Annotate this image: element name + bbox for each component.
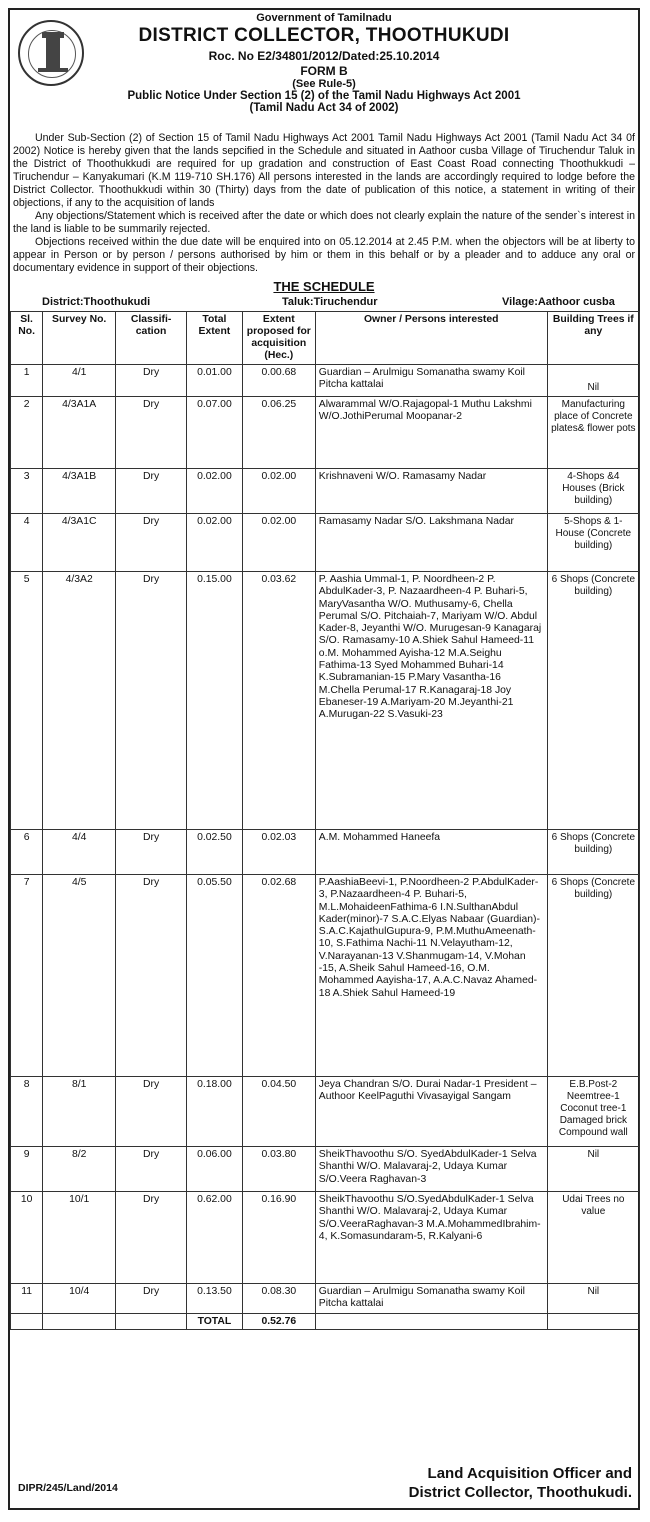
signatory-line-1: Land Acquisition Officer and (427, 1465, 632, 1482)
extent-proposed-cell: 0.02.68 (242, 875, 315, 1077)
sl-cell: 10 (11, 1192, 43, 1284)
owner-cell: Guardian – Arulmigu Somanatha swamy Koil Pitcha kattalai (315, 1284, 547, 1314)
total-extent-cell: 0.18.00 (187, 1077, 243, 1147)
building-cell: E.B.Post-2 Neemtree-1 Coconut tree-1 Damaged brick Compound wall (547, 1077, 639, 1147)
notice-page (8, 8, 640, 1510)
extent-proposed-cell: 0.06.25 (242, 397, 315, 469)
signatory-line-2: District Collector, Thoothukudi. (408, 1484, 632, 1501)
tamilnadu-emblem-icon (18, 20, 84, 86)
building-cell: Nil (547, 365, 639, 397)
classification-cell: Dry (116, 830, 187, 875)
schedule-table (10, 311, 640, 1330)
survey-cell: 4/5 (43, 875, 116, 1077)
classification-cell: Dry (116, 1284, 187, 1314)
schedule-rows (11, 365, 640, 1314)
extent-proposed-cell: 0.00.68 (242, 365, 315, 397)
header-sl: Sl. No. (11, 312, 43, 365)
survey-cell: 4/1 (43, 365, 116, 397)
survey-cell: 10/1 (43, 1192, 116, 1284)
notice-title: Public Notice Under Section 15 (2) of the Tamil Nadu Highways Act 2001 (127, 90, 521, 102)
form-label: FORM B (300, 64, 348, 78)
collector-title: DISTRICT COLLECTOR, THOOTHUKUDI (138, 25, 510, 46)
building-cell: 6 Shops (Concrete building) (547, 572, 639, 830)
notice-paragraph-2: Any objections/Statement which is received after the date or which does not clearly explain the nature of the sender`s interest in the land is liable to be summarily rejected. (13, 210, 635, 235)
total-extent-cell: 0.02.00 (187, 469, 243, 514)
government-title: Government of Tamilnadu (256, 12, 392, 24)
total-label: TOTAL (187, 1313, 243, 1329)
classification-cell: Dry (116, 875, 187, 1077)
owner-cell: SheikThavoothu S/O.SyedAbdulKader-1 Selva Shanthi W/O. Malavaraj-2, Udaya Kumar S/O.VeeraRaghavan-3 M.A.MohammedIbrahim-4, K.Somasundaram-5, R.Kalyani-6 (315, 1192, 547, 1284)
table-row (11, 572, 640, 830)
signature-block (409, 1464, 632, 1502)
building-cell: 6 Shops (Concrete building) (547, 875, 639, 1077)
table-row (11, 1284, 640, 1314)
table-row (11, 1192, 640, 1284)
extent-proposed-cell: 0.04.50 (242, 1077, 315, 1147)
building-cell: 6 Shops (Concrete building) (547, 830, 639, 875)
notice-body (10, 132, 638, 275)
extent-proposed-cell: 0.02.00 (242, 514, 315, 572)
classification-cell: Dry (116, 365, 187, 397)
owner-cell: Ramasamy Nadar S/O. Lakshmana Nadar (315, 514, 547, 572)
dipr-reference: DIPR/245/Land/2014 (18, 1482, 118, 1494)
total-extent-cell: 0.01.00 (187, 365, 243, 397)
extent-proposed-cell: 0.02.00 (242, 469, 315, 514)
header-extent-proposed: Extent proposed for acquisition (Hec.) (242, 312, 315, 365)
total-extent-cell: 0.06.00 (187, 1147, 243, 1192)
schedule-title: THE SCHEDULE (273, 279, 375, 294)
table-row (11, 830, 640, 875)
taluk-label: Taluk:Tiruchendur (282, 296, 378, 308)
header-classification: Classifi- cation (116, 312, 187, 365)
notice-header (10, 10, 638, 132)
table-row (11, 1077, 640, 1147)
sl-cell: 2 (11, 397, 43, 469)
total-extent-cell: 0.02.50 (187, 830, 243, 875)
sl-cell: 11 (11, 1284, 43, 1314)
reference-number: Roc. No E2/34801/2012/Dated:25.10.2014 (208, 49, 440, 63)
table-row (11, 875, 640, 1077)
classification-cell: Dry (116, 514, 187, 572)
survey-cell: 4/3A2 (43, 572, 116, 830)
building-cell: 4-Shops &4 Houses (Brick building) (547, 469, 639, 514)
total-extent-cell: 0.13.50 (187, 1284, 243, 1314)
owner-cell: A.M. Mohammed Haneefa (315, 830, 547, 875)
sl-cell: 7 (11, 875, 43, 1077)
header-owner: Owner / Persons interested (315, 312, 547, 365)
classification-cell: Dry (116, 397, 187, 469)
table-row (11, 365, 640, 397)
building-cell: Udai Trees no value (547, 1192, 639, 1284)
table-row (11, 1147, 640, 1192)
notice-footer (10, 1450, 638, 1508)
owner-cell: Jeya Chandran S/O. Durai Nadar-1 President – Authoor KeelPaguthi Vivasayigal Sangam (315, 1077, 547, 1147)
header-survey: Survey No. (43, 312, 116, 365)
header-total-extent: Total Extent (187, 312, 243, 365)
owner-cell: P. Aashia Ummal-1, P. Noordheen-2 P. AbdulKader-3, P. Nazaardheen-4 P. Buhari-5, MaryVasantha W/O. Muthusamy-6, Chella Perumal S/O. Pitchaiah-7, Mariyam W/O. Abdul Kader-8, Jeyanthi W/O. Murugesan-9 Kanagaraj S/O. Ramasamy-10 A.Shiek Sahul Hameed-11 o.M. Mohammed Ayisha-12 M.A.Seighu Fathima-13 Syed Mohammed Buhari-14 K.Subramanian-15 P.Mary Vasantha-16 M.Chella Perumal-17 R.Kanagaraj-18 Joy Ebaneser-19 A.Mariyam-20 M.Jeyanthi-21 A.Murugan-22 S.Vasuki-23 (315, 572, 547, 830)
total-extent-cell: 0.05.50 (187, 875, 243, 1077)
sl-cell: 8 (11, 1077, 43, 1147)
survey-cell: 4/3A1A (43, 397, 116, 469)
village-label: Vilage:Aathoor cusba (502, 296, 615, 308)
survey-cell: 8/1 (43, 1077, 116, 1147)
owner-cell: Guardian – Arulmigu Somanatha swamy Koil Pitcha kattalai (315, 365, 547, 397)
table-header-row (11, 312, 640, 365)
classification-cell: Dry (116, 469, 187, 514)
sl-cell: 9 (11, 1147, 43, 1192)
classification-cell: Dry (116, 1192, 187, 1284)
owner-cell: Krishnaveni W/O. Ramasamy Nadar (315, 469, 547, 514)
survey-cell: 4/3A1C (43, 514, 116, 572)
survey-cell: 10/4 (43, 1284, 116, 1314)
notice-paragraph-3: Objections received within the due date will be enquired into on 05.12.2014 at 2.45 P.M. when the objectors will be at liberty to appear in Person or by person / persons authorised by him or them in this behalf or by a pleader and to adduce any oral or documentary evidence in support of their objections. (13, 236, 635, 274)
owner-cell: Alwarammal W/O.Rajagopal-1 Muthu Lakshmi W/O.JothiPerumal Moopanar-2 (315, 397, 547, 469)
extent-proposed-cell: 0.03.62 (242, 572, 315, 830)
survey-cell: 8/2 (43, 1147, 116, 1192)
survey-cell: 4/4 (43, 830, 116, 875)
total-extent-cell: 0.62.00 (187, 1192, 243, 1284)
classification-cell: Dry (116, 572, 187, 830)
act-title: (Tamil Nadu Act 34 of 2002) (249, 102, 399, 114)
extent-proposed-cell: 0.16.90 (242, 1192, 315, 1284)
sl-cell: 6 (11, 830, 43, 875)
total-extent-cell: 0.07.00 (187, 397, 243, 469)
classification-cell: Dry (116, 1077, 187, 1147)
owner-cell: SheikThavoothu S/O. SyedAbdulKader-1 Selva Shanthi W/O. Malavaraj-2, Udaya Kumar S/O.Veera Raghavan-3 (315, 1147, 547, 1192)
header-building: Building Trees if any (547, 312, 639, 365)
extent-proposed-cell: 0.02.03 (242, 830, 315, 875)
table-row (11, 397, 640, 469)
rule-label: (See Rule-5) (292, 78, 356, 90)
total-extent-cell: 0.15.00 (187, 572, 243, 830)
notice-paragraph-1: Under Sub-Section (2) of Section 15 of Tamil Nadu Highways Act 2001 Tamil Nadu Highways Act 2001 (Tamil Nadu Act 34 0f 2002) Notice is hereby given that the lands sepcified in the Schedule and situated in Aathoor cusba Village of Tiruchendur Taluk in the District of Thoothukkudi are required for up gradation and construction of East Coast Road connecting Thoothukkudi – Tiruchendur – Kanyakumari (K.M 119-710 SH.176) All persons interested in the lands are accordingly required to lodge before the District Collector. Thoothukkudi within 30 (Thirty) days from the date of publication of this notice, a statement in writing of their objections, if any to the acquisition of lands (13, 132, 635, 209)
sl-cell: 3 (11, 469, 43, 514)
table-row (11, 514, 640, 572)
total-row (11, 1313, 640, 1329)
building-cell: 5-Shops & 1-House (Concrete building) (547, 514, 639, 572)
extent-proposed-cell: 0.08.30 (242, 1284, 315, 1314)
owner-cell: P.AashiaBeevi-1, P.Noordheen-2 P.AbdulKader-3, P.Nazaardheen-4 P. Buhari-5, M.L.MohaideenFathima-6 I.N.SulthanAbdul Kader(minor)-7 S.A.C.Elyas Nabaar (Guardian)- S.A.C.KajathulGupura-9, P.M.MuthuAmeenath-10, S.Fathima Nachi-11 N.Velayutham-12, V.Narayanan-13 V.Shanmugam-14, V.Mohan -15, A.Sheik Sahul Hameed-16, O.M. Mohammed Aayisha-17, A.A.C.Navaz Ahamed-18 A.Shiek Sahul Hameed-19 (315, 875, 547, 1077)
total-extent-cell: 0.02.00 (187, 514, 243, 572)
building-cell: Manufacturing place of Concrete plates& flower pots (547, 397, 639, 469)
sl-cell: 5 (11, 572, 43, 830)
total-value: 0.52.76 (242, 1313, 315, 1329)
schedule-meta (10, 296, 638, 311)
classification-cell: Dry (116, 1147, 187, 1192)
table-row (11, 469, 640, 514)
district-label: District:Thoothukudi (42, 296, 151, 308)
sl-cell: 4 (11, 514, 43, 572)
building-cell: Nil (547, 1147, 639, 1192)
sl-cell: 1 (11, 365, 43, 397)
survey-cell: 4/3A1B (43, 469, 116, 514)
building-cell: Nil (547, 1284, 639, 1314)
extent-proposed-cell: 0.03.80 (242, 1147, 315, 1192)
